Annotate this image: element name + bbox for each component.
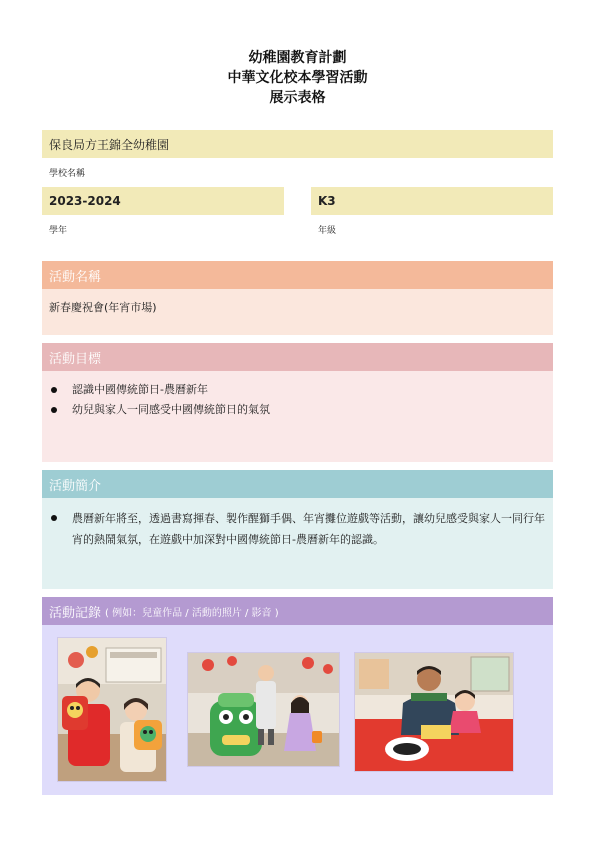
record-body [42,625,553,795]
document-title [0,48,595,108]
objectives-list [42,371,553,420]
title-line-3: 展示表格 [269,90,326,106]
school-name-field [42,130,553,158]
objective-item: 認識中國傳統節日-農曆新年 [49,380,545,400]
school-name-caption: 學校名稱 [49,169,86,179]
intro-item: 農曆新年將至，透過書寫揮春、製作醒獅手偶、年宵攤位遊戲等活動，讓幼兒感受與家人一同行年宵的熱鬧氣氛，在遊戲中加深對中國傳統節日-農曆新年的認識。 [49,508,545,550]
school-name-value: 保良局方王錦全幼稚園 [49,137,170,152]
record-heading-note: ( 例如：兒童作品 / 活動的照片 / 影音 ) [105,607,279,619]
grade-value: K3 [318,194,336,208]
school-year-value: 2023-2024 [49,194,121,208]
activity-name-header [42,261,553,289]
activity-name-heading: 活動名稱 [49,269,102,285]
objectives-body [42,371,553,462]
photo-children-with-lion-puppets [57,637,167,782]
photo-lion-dance-play-area [187,652,340,767]
intro-body [42,498,553,589]
objective-item: 幼兒與家人一同感受中國傳統節日的氣氛 [49,400,545,420]
intro-list [42,498,553,550]
activity-name-text: 新春慶祝會(年宵市場) [49,301,157,314]
grade-field [311,187,553,215]
grade-caption: 年級 [318,226,337,236]
title-line-2: 中華文化校本學習活動 [227,70,368,86]
intro-heading: 活動簡介 [49,478,102,494]
photo-parent-child-calligraphy [354,652,514,772]
school-year-caption: 學年 [49,226,68,236]
objectives-header [42,343,553,371]
record-header [42,597,553,625]
title-line-1: 幼稚園教育計劃 [248,50,347,66]
record-heading: 活動記錄 [49,605,102,621]
school-year-field [42,187,284,215]
activity-name-body [42,289,553,335]
objectives-heading: 活動目標 [49,351,102,367]
intro-header [42,470,553,498]
